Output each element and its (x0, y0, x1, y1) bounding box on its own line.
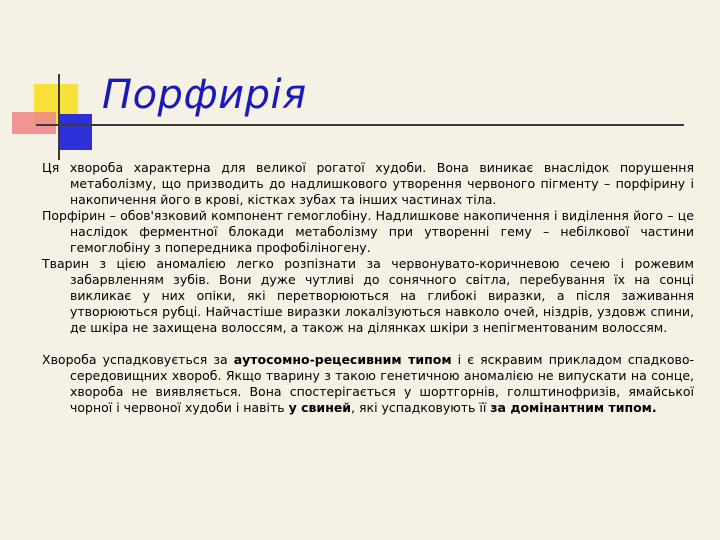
paragraph-disease-description: Ця хвороба характерна для великої рогатої худоби. Вона виникає внаслідок порушення метаболізму, що призводить до надлишкового утворення червоного пігменту – порфірину і накопичення його в крові, кістках зубах та інших частинах тіла. (42, 160, 694, 207)
slide-body (42, 160, 694, 416)
decor-blue-square (58, 114, 92, 150)
paragraph-inheritance (42, 352, 694, 416)
decor-red-square (12, 112, 56, 134)
paragraph-porphyrin: Порфірин – обов'язковий компонент гемоглобіну. Надлишкове накопичення і виділення його – це наслідок ферментної блокади метаболізму при утворенні гему – небілкової частини гемоглобіну з попередника профобіліногену. (42, 208, 694, 255)
slide-title: Порфирія (102, 72, 307, 118)
paragraph-symptoms: Тварин з цією аномалією легко розпізнати за червонувато-коричневою сечею і рожевим забарвленням зубів. Вони дуже чутливі до сонячного світла, перебування їх на сонці викликає у них опіки, які перетворюються на глибокі виразки, а після заживання утворюються рубці. Найчастіше виразки локалізуються навколо очей, ніздрів, уздовж спини, де шкіра не захищена волоссям, а також на ділянках шкіри з непігментованим волоссям. (42, 256, 694, 335)
inheritance-text-3: , які успадковують її (351, 400, 491, 415)
decor-vertical-line (58, 74, 60, 160)
inheritance-bold-pigs: у свиней (288, 400, 352, 415)
inheritance-text-1: Хвороба успадковується за (42, 352, 234, 367)
paragraph-spacer (42, 336, 694, 352)
inheritance-text-2: і є яскравим прикладом спадково-середовищних хвороб. Якщо тварину з такою генетичною аномалією не випускати на сонце, хвороба не виявляється. Вона спостерігається у шортгорнів, голштинофризів, ямайської чорної і червоної худоби і навіть (70, 352, 694, 415)
title-underline (36, 124, 684, 126)
inheritance-bold-dominant: за домінантним типом. (490, 400, 657, 415)
inheritance-bold-recessive: аутосомно-рецесивним типом (233, 352, 452, 367)
